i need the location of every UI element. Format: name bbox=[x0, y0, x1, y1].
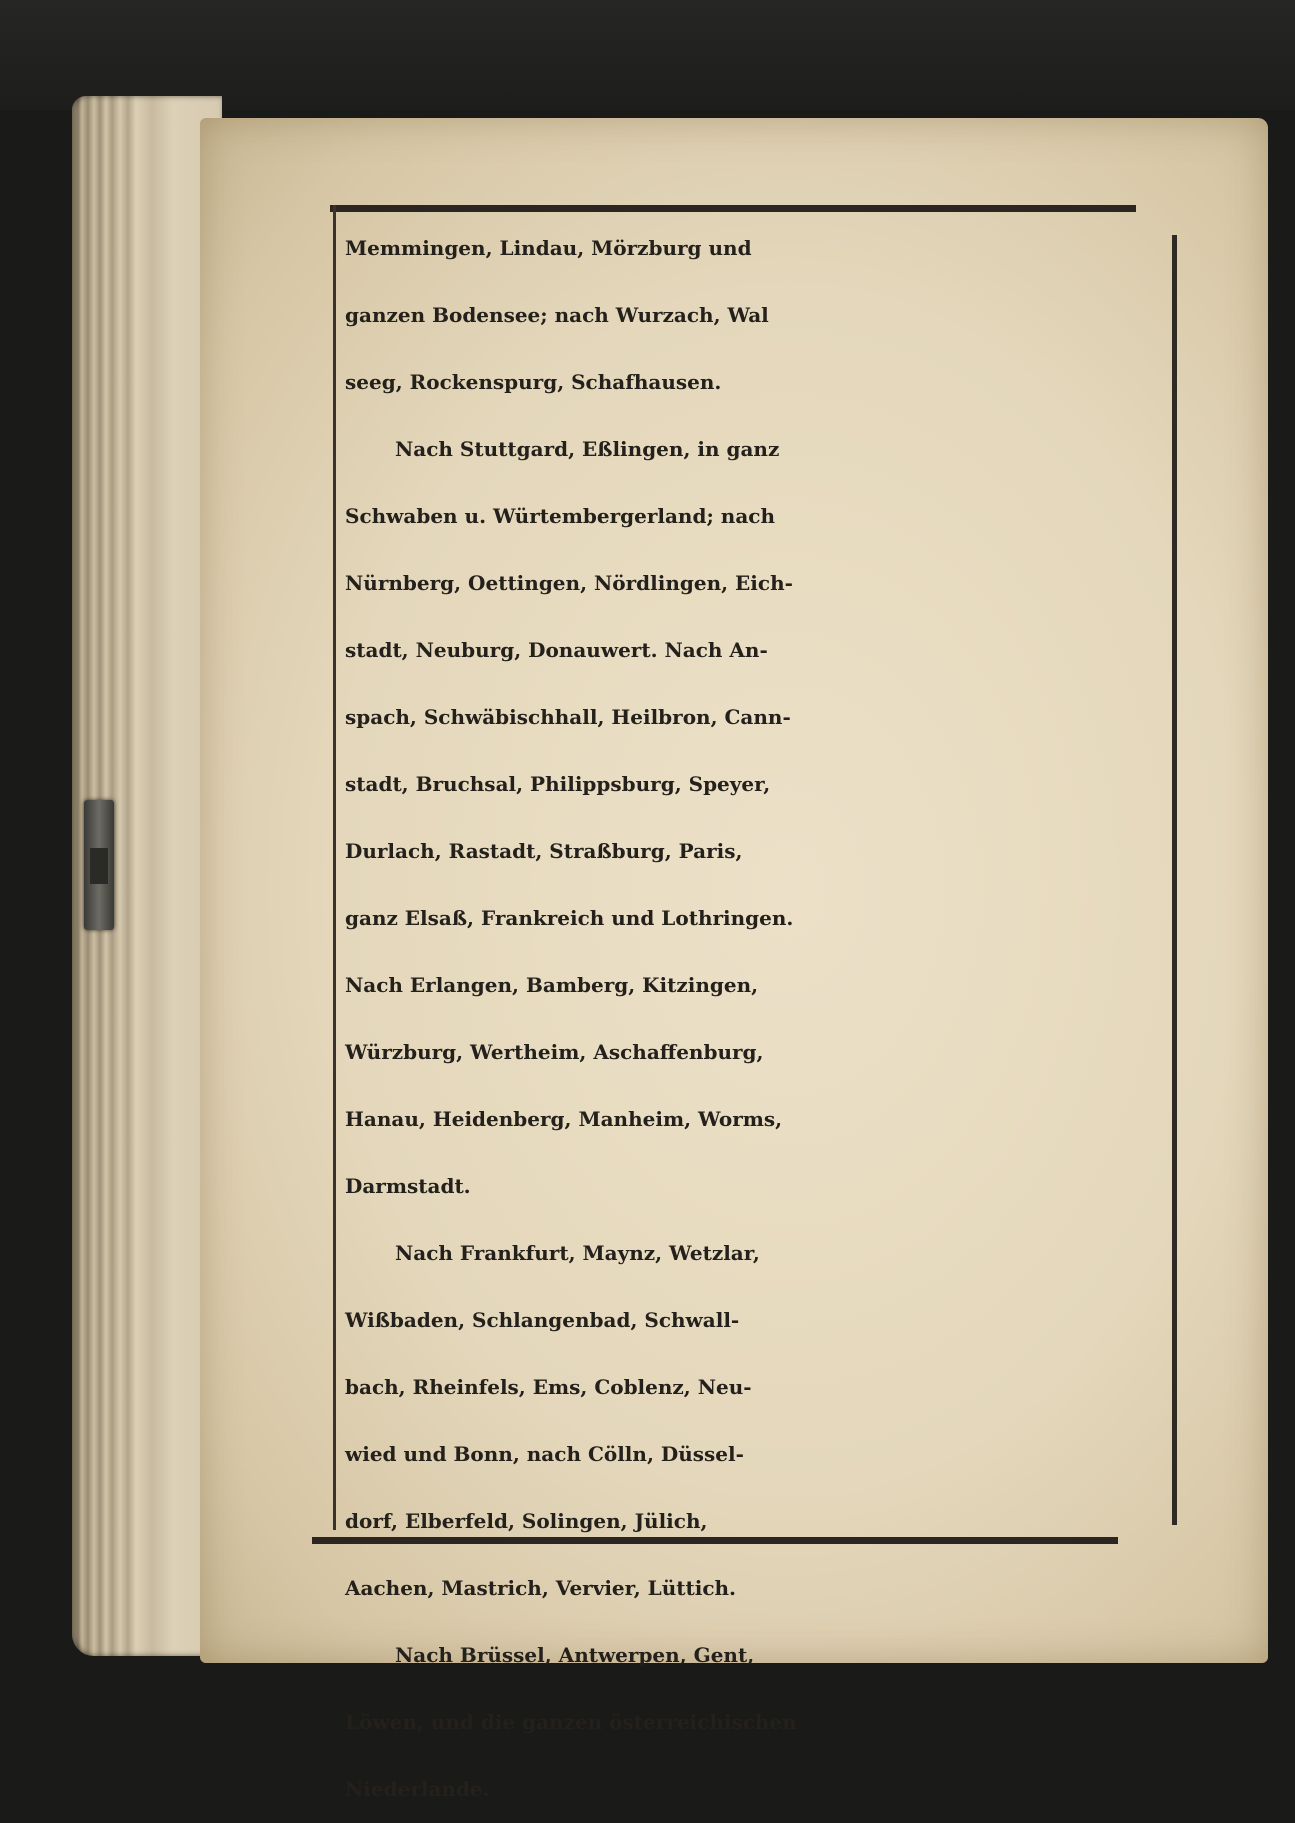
background bbox=[0, 0, 1295, 110]
frame-rule-top bbox=[330, 205, 1136, 212]
text-line: Wißbaden, Schlangenbad, Schwall- bbox=[345, 1308, 740, 1332]
text-line: dorf, Elberfeld, Solingen, Jülich, bbox=[345, 1509, 708, 1533]
text-line: wied und Bonn, nach Cölln, Düssel- bbox=[345, 1442, 744, 1466]
text-line: Darmstadt. bbox=[345, 1174, 471, 1198]
text-line: Nach Frankfurt, Maynz, Wetzlar, bbox=[395, 1241, 760, 1265]
text-line: Niederlande. bbox=[345, 1777, 490, 1801]
book-clasp-hinge bbox=[90, 848, 108, 884]
text-line: Memmingen, Lindau, Mörzburg und bbox=[345, 236, 752, 260]
text-line: ganz Elsaß, Frankreich und Lothringen. bbox=[345, 906, 794, 930]
text-line: Schwaben u. Würtembergerland; nach bbox=[345, 504, 776, 528]
frame-rule-left bbox=[333, 205, 336, 1530]
text-line: seeg, Rockenspurg, Schafhausen. bbox=[345, 370, 722, 394]
text-line: ganzen Bodensee; nach Wurzach, Wal bbox=[345, 303, 769, 327]
text-line: Nach Stuttgard, Eßlingen, in ganz bbox=[395, 437, 780, 461]
text-line: Hanau, Heidenberg, Manheim, Worms, bbox=[345, 1107, 783, 1131]
text-line: Durlach, Rastadt, Straßburg, Paris, bbox=[345, 839, 743, 863]
text-line: stadt, Bruchsal, Philippsburg, Speyer, bbox=[345, 772, 771, 796]
text-line: Nach Brüssel, Antwerpen, Gent, bbox=[395, 1643, 755, 1667]
text-line: Würzburg, Wertheim, Aschaffenburg, bbox=[345, 1040, 764, 1064]
text-line: Löwen, und die ganzen österreichischen bbox=[345, 1710, 797, 1734]
text-line: Aachen, Mastrich, Vervier, Lüttich. bbox=[345, 1576, 737, 1600]
text-line: Nach Erlangen, Bamberg, Kitzingen, bbox=[345, 973, 759, 997]
text-line: bach, Rheinfels, Ems, Coblenz, Neu- bbox=[345, 1375, 752, 1399]
text-line: spach, Schwäbischhall, Heilbron, Cann- bbox=[345, 705, 791, 729]
text-line: Nürnberg, Oettingen, Nördlingen, Eich- bbox=[345, 571, 793, 595]
text-line: stadt, Neuburg, Donauwert. Nach An- bbox=[345, 638, 768, 662]
printed-text bbox=[345, 215, 1175, 1823]
